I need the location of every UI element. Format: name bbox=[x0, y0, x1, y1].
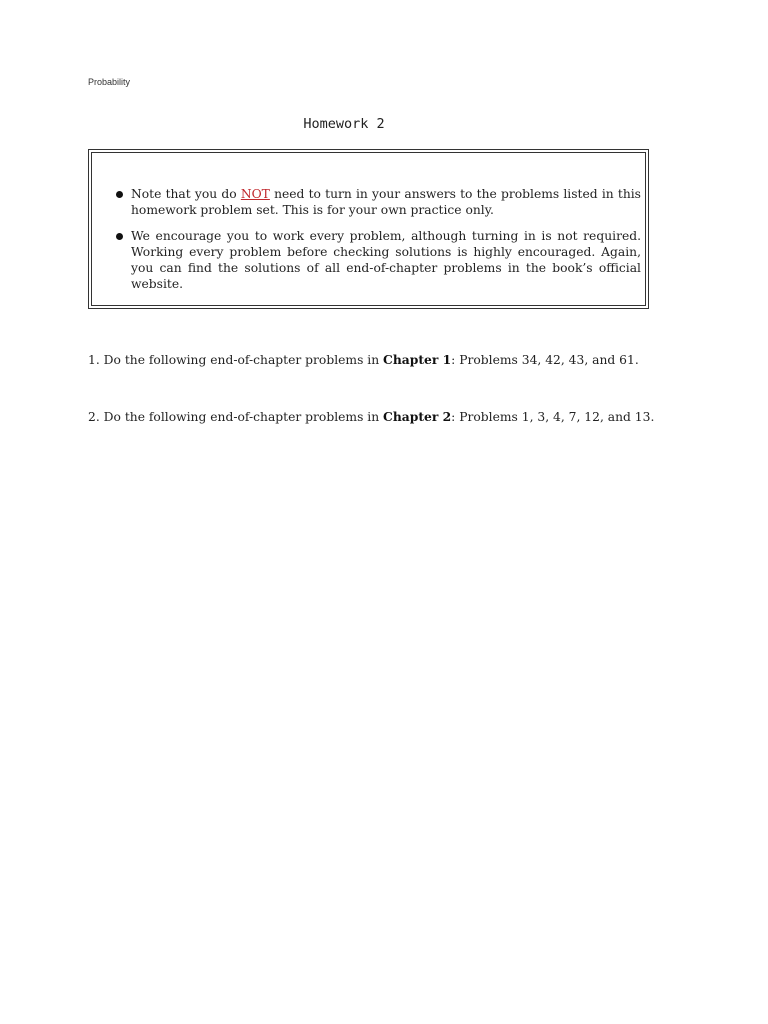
problem-text-after: : Problems 34, 42, 43, and 61. bbox=[451, 353, 639, 367]
notice-text-before: Note that you do bbox=[131, 187, 241, 201]
notice-text: We encourage you to work every problem, although turning in is not required. Working every problem before checking solutions is highly encouraged. Again, you can find the solutions of all end-of-chapter problems in the book’s official website. bbox=[131, 229, 641, 291]
notice-item-encourage bbox=[116, 228, 641, 292]
problem-text-before: Do the following end-of-chapter problems in bbox=[103, 353, 384, 367]
problem-list bbox=[88, 352, 655, 466]
notice-text-after: need to turn in your answers to the problems listed in this homework problem set. This is for your own practice only. bbox=[131, 187, 641, 217]
problem-number: 2. bbox=[88, 410, 100, 424]
bullet-icon bbox=[116, 191, 123, 198]
problem-text-before: Do the following end-of-chapter problems in bbox=[103, 410, 384, 424]
not-emphasis: NOT bbox=[240, 187, 270, 201]
chapter-label: Chapter 1 bbox=[383, 352, 452, 367]
problem-text-after: : Problems 1, 3, 4, 7, 12, and 13. bbox=[451, 410, 655, 424]
bullet-icon bbox=[116, 233, 123, 240]
problem-number: 1. bbox=[88, 353, 100, 367]
notice-box-inner bbox=[91, 152, 646, 306]
notice-item-turn-in bbox=[116, 186, 641, 218]
notice-list bbox=[116, 186, 641, 302]
problem-item-2 bbox=[88, 409, 655, 425]
chapter-label: Chapter 2 bbox=[383, 409, 452, 424]
notice-box bbox=[88, 149, 649, 309]
page-title: Homework 2 bbox=[303, 116, 385, 132]
problem-item-1 bbox=[88, 352, 648, 368]
course-header: Probability bbox=[88, 77, 131, 87]
